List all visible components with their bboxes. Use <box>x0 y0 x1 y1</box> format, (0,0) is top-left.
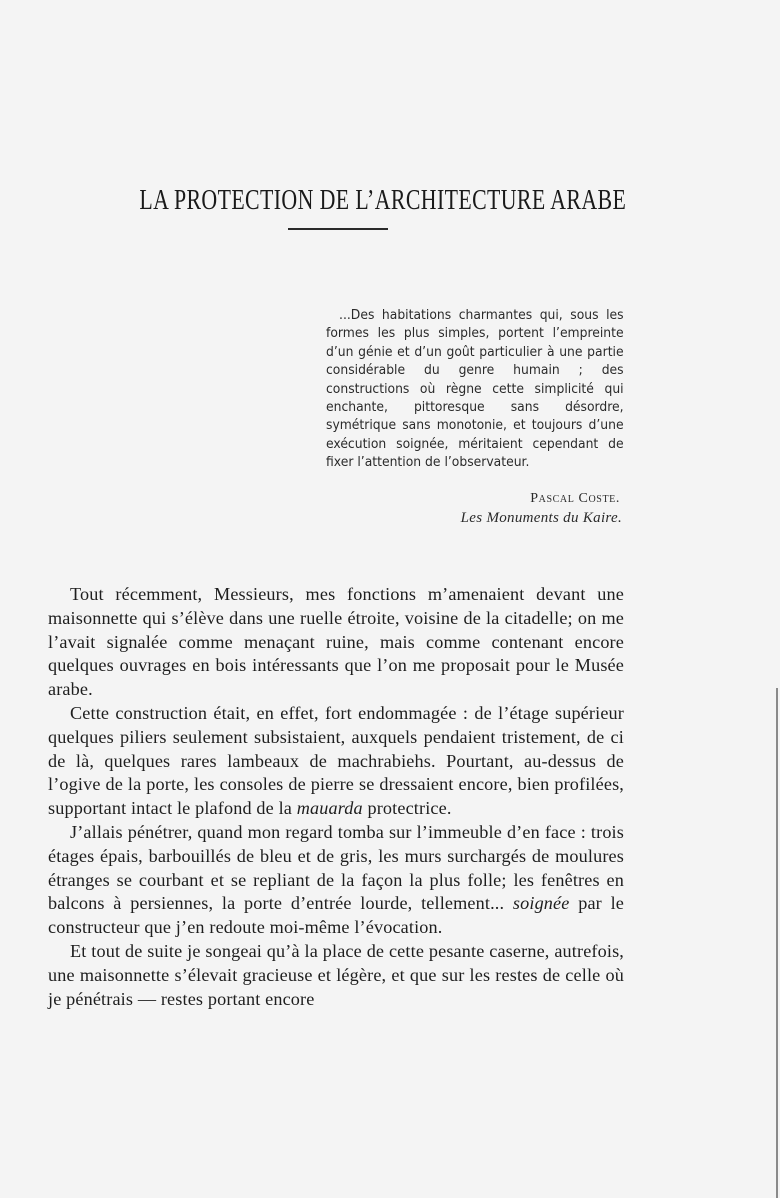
paragraph-3-after: par le constructeur que j’en redoute moi-même l’évocation. <box>48 893 624 938</box>
paragraph-3 <box>48 821 624 940</box>
body-text <box>48 583 624 1011</box>
paragraph-2-after: protectrice. <box>362 798 452 819</box>
paragraph-4: Et tout de suite je songeai qu’à la place de cette pesante caserne, autrefois, une maisonnette s’élevait gracieuse et légère, et que sur les restes de celle où je pénétrais — restes portant encore <box>48 940 624 1009</box>
paragraph-2-before: Cette construction était, en effet, fort endommagée : de l’étage supérieur quelques piliers seulement subsistaient, auxquels pendaient tristement, de ci de là, quelques rares lambeaux de machrabiehs. Pourtant, au-dessus de l’ogive de la porte, les consoles de pierre se dressaient encore, bien profilées, supportant intact le plafond de la <box>48 702 624 819</box>
epigraph-author: Pascal Coste. <box>530 491 620 506</box>
title-ornament-rule <box>288 228 388 230</box>
paragraph-3-italic: soignée <box>512 893 570 914</box>
paragraph-1: Tout récemment, Messieurs, mes fonctions m’amenaient devant une maisonnette qui s’élève dans une ruelle étroite, voisine de la citadelle; on me l’avait signalée comme menaçant ruine, mais comme contenant encore quelques ouvrages en bois intéressants que l’on me proposait pour le Musée arabe. <box>48 584 624 700</box>
paragraph-3-before: J’allais pénétrer, quand mon regard tomba sur l’immeuble d’en face : trois étages épais, barbouillés de bleu et de gris, les murs surchargés de moulures étranges se courbant et se repliant de la façon la plus folle; les fenêtres en balcons à persiennes, la porte d’entrée lourde, tellement... <box>48 821 624 914</box>
chapter-title: LA PROTECTION DE L’ARCHITECTURE ARABE <box>139 184 627 216</box>
epigraph-quote: ...Des habitations charmantes qui, sous les formes les plus simples, portent l’empreinte d’un génie et d’un goût particulier à une partie considérable du genre humain ; des constructions où règne cette simplicité qui enchante, pittoresque sans désordre, symétrique sans monotonie, et toujours d’une exécution soignée, méritaient cependant de fixer l’attention de l’observateur. <box>326 308 624 471</box>
page-edge-shadow <box>776 688 778 1198</box>
paragraph-2 <box>48 702 624 821</box>
paragraph-2-italic: mauarda <box>296 798 363 819</box>
epigraph-source: Les Monuments du Kaire. <box>460 510 622 526</box>
